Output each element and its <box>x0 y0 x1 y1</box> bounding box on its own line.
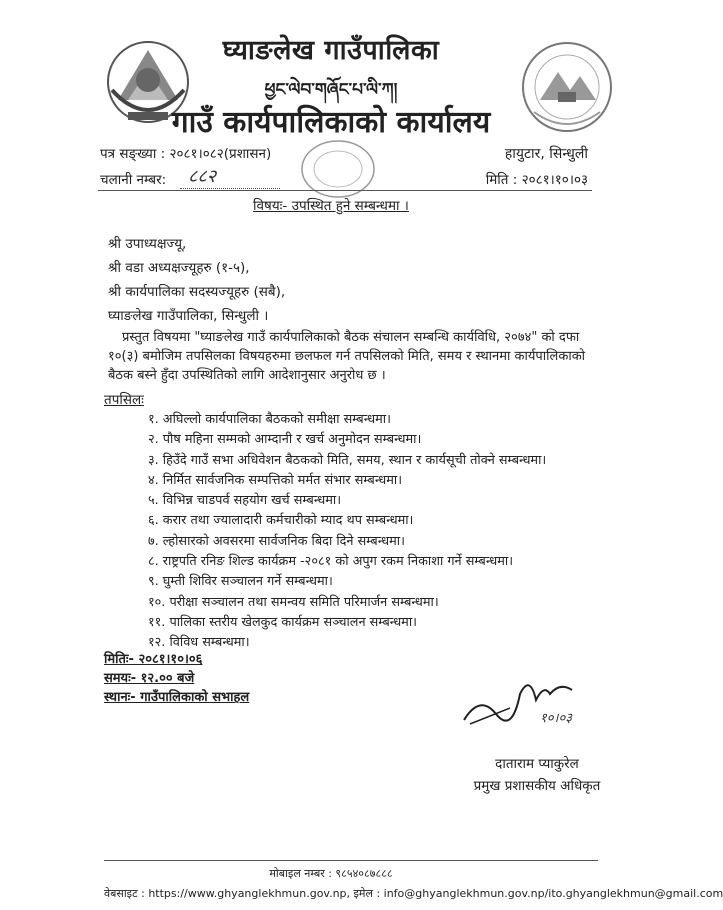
agenda-item: १. अघिल्लो कार्यपालिका बैठकको समीक्षा सम्बन्धमा। <box>148 412 391 427</box>
footer-mobile: मोबाइल नम्बर : ९८५४०८७८८८ <box>269 867 393 880</box>
place: हायुटार, सिन्धुली <box>504 146 588 162</box>
meeting-time: समयः- १२.०० बजे <box>104 671 195 686</box>
recipient-line: श्री उपाध्यक्षज्यू, <box>108 236 187 252</box>
dispatch-number: ८८२ <box>188 166 217 187</box>
office-name: गाउँ कार्यपालिकाको कार्यालय <box>171 105 491 140</box>
footer-divider <box>104 860 598 861</box>
letter-date: मिति : २०८१।१०।०३ <box>485 172 588 188</box>
agenda-item: ७. ल्होसारको अवसरमा सार्वजनिक बिदा दिने सम्बन्धमा। <box>148 533 405 549</box>
tibetan-name: ཕྱང་ལེབ་གཞོང་པ་ལི་ཀ། <box>264 80 398 100</box>
agenda-item: १२. विविध सम्बन्धमा। <box>148 635 250 651</box>
signer-title: प्रमुख प्रशासकीय अधिकृत <box>473 778 601 794</box>
recipients-block <box>108 232 285 328</box>
agenda-list <box>148 410 546 654</box>
dispatch-label: चलानी नम्बर: <box>100 172 167 188</box>
recipient-line: श्री वडा अध्यक्षज्यूहरु (१-५), <box>108 260 250 276</box>
meeting-date: मितिः- २०८१।१०।०६ <box>104 652 203 667</box>
body-line: प्रस्तुत विषयमा "घ्याङलेख गाउँ कार्यपालिकाको बैठक संचालन सम्बन्धि कार्यविधि, २०७४" को दफा <box>122 330 580 345</box>
body-line: १०(३) बमोजिम तपसिलका विषयहरुमा छलफल गर्न तपसिलको मिति, समय र स्थानमा कार्यपालिकाको <box>108 349 586 364</box>
header-divider <box>98 190 592 191</box>
footer-web: वेबसाइट : https://www.ghyanglekhmun.gov.np, इमेल : info@ghyanglekhmun.gov.np/ito.ghyanglekhmun@gmail.com <box>104 887 723 900</box>
agenda-item: ११. पालिका स्तरीय खेलकुद कार्यक्रम सञ्चालन सम्बन्धमा। <box>148 614 418 630</box>
agenda-item: १०. परीक्षा सञ्चालन तथा समन्वय समिति परिमार्जन सम्बन्धमा। <box>148 594 439 610</box>
agenda-item: ९. घुम्ती शिविर सञ्चालन गर्ने सम्बन्धमा। <box>148 574 333 590</box>
agenda-item: ८. राष्ट्रपति रनिङ शिल्ड कार्यक्रम -२०८१ को अपुग रकम निकाशा गर्ने सम्बन्धमा। <box>148 554 514 570</box>
letter-number: पत्र सङ्ख्या : २०८१।०८२(प्रशासन) <box>100 146 272 162</box>
agenda-item: २. पौष महिना सम्मको आम्दानी र खर्च अनुमोदन सम्बन्धमा। <box>148 432 422 448</box>
body-line: बैठक बस्ने हुँदा उपस्थितिको लागि आदेशानुसार अनुरोध छ । <box>108 368 386 383</box>
meeting-details <box>104 650 249 707</box>
signer-name: दाताराम प्याकुरेल <box>495 756 579 772</box>
agenda-item: ५. विभिन्न चाडपर्व सहयोग खर्च सम्बन्धमा। <box>148 493 342 509</box>
org-name: घ्याङलेख गाउँपालिका <box>222 35 440 66</box>
agenda-label: तपसिलः <box>104 392 144 408</box>
signature-date: १०।०३ <box>540 711 572 726</box>
recipient-line: घ्याङलेख गाउँपालिका, सिन्धुली । <box>108 308 269 324</box>
agenda-item: ४. निर्मित सार्वजनिक सम्पत्तिको मर्मत संभार सम्बन्धमा। <box>148 472 403 488</box>
meeting-venue: स्थानः- गाउँपालिकाको सभाहल <box>104 690 250 705</box>
subject: विषयः- उपस्थित हुने सम्बन्धमा । <box>253 198 409 214</box>
agenda-item: ६. करार तथा ज्यालादारी कर्मचारीको म्याद थप सम्बन्धमा। <box>148 513 414 529</box>
agenda-item: ३. हिउँदे गाउँ सभा अधिवेशन बैठकको मिति, समय, स्थान र कार्यसूची तोक्ने सम्बन्धमा। <box>148 452 547 468</box>
signature-scribble <box>460 664 600 734</box>
recipient-line: श्री कार्यपालिका सदस्यज्यूहरु (सबै), <box>108 284 286 300</box>
body-paragraph <box>108 328 598 385</box>
